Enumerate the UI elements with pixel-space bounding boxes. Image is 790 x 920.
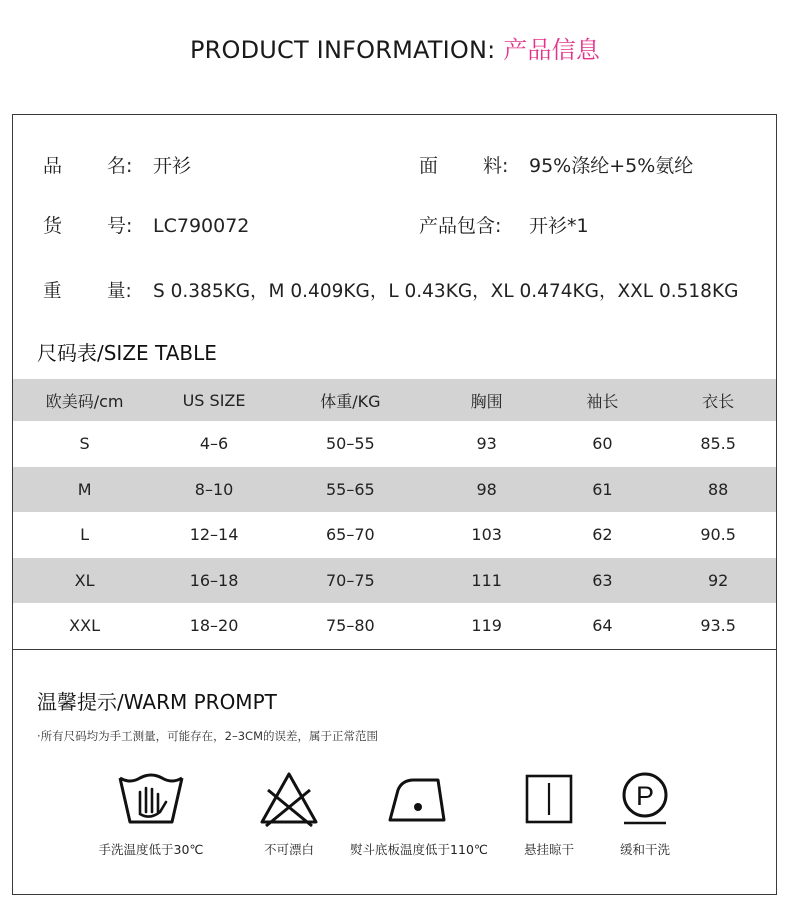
care-iron <box>345 770 493 858</box>
care-hang-dry-label: 悬挂晾干 <box>523 842 574 857</box>
measurement-note: ·所有尺码均为手工测量，可能存在，2–3CM的误差，属于正常范围 <box>37 729 378 743</box>
table-cell: 92 <box>707 570 729 590</box>
care-hand-wash-label: 手洗温度低于30℃ <box>98 842 204 857</box>
heading-en: PRODUCT INFORMATION: <box>189 36 496 64</box>
info-item-no-row <box>43 211 249 238</box>
table-cell: 55–65 <box>326 479 375 499</box>
care-no-bleach-label: 不可漂白 <box>263 842 314 857</box>
size-table <box>13 379 776 649</box>
table-cell: 93 <box>476 434 497 454</box>
table-cell: 12–14 <box>189 525 239 545</box>
table-row <box>13 421 776 467</box>
page-heading <box>0 30 790 65</box>
table-cell: 90.5 <box>700 525 736 545</box>
info-item-no-label-a: 货 <box>43 215 63 237</box>
info-weight-label-a: 重 <box>43 281 62 302</box>
column-header: 衣长 <box>702 391 735 411</box>
product-info-panel <box>12 114 777 895</box>
table-cell: 75–80 <box>326 616 375 636</box>
table-cell: S <box>79 434 90 454</box>
table-cell: 64 <box>592 616 613 636</box>
info-fabric-row <box>419 151 693 178</box>
table-cell: 65–70 <box>326 525 375 545</box>
care-dry-clean <box>595 770 695 858</box>
info-package-label: 产品包含: <box>419 215 502 237</box>
care-dry-clean-label: 缓和干洗 <box>619 842 670 857</box>
table-row <box>13 467 776 513</box>
info-name-label-b: 名: <box>107 155 133 177</box>
info-name-label-a: 品 <box>43 155 63 177</box>
table-cell: 8–10 <box>194 479 234 499</box>
column-header: US SIZE <box>182 390 246 410</box>
table-cell: XL <box>74 570 95 590</box>
column-header: 体重/KG <box>320 391 381 411</box>
table-cell: 61 <box>592 479 613 499</box>
table-cell: 4–6 <box>199 434 229 454</box>
table-cell: 63 <box>592 570 613 590</box>
heading-cn: 产品信息 <box>503 36 601 64</box>
table-cell: 88 <box>707 479 729 499</box>
table-cell: 60 <box>592 434 613 454</box>
hang-dry-icon <box>524 770 574 828</box>
table-cell: 50–55 <box>326 434 375 454</box>
table-cell: XXL <box>69 616 101 636</box>
table-cell: 16–18 <box>189 570 239 590</box>
dry-clean-p-icon <box>616 770 674 828</box>
table-cell: 70–75 <box>326 570 375 590</box>
table-cell: 119 <box>471 616 502 636</box>
care-no-bleach <box>237 770 341 858</box>
info-fabric-label-a: 面 <box>419 155 439 177</box>
iron-low-icon <box>384 770 454 828</box>
table-cell: 18–20 <box>189 616 239 636</box>
info-package-value: 开衫*1 <box>529 215 589 237</box>
table-cell: 85.5 <box>700 434 736 454</box>
column-header: 胸围 <box>470 391 503 411</box>
column-header: 欧美码/cm <box>45 391 124 411</box>
column-header: 袖长 <box>586 391 619 411</box>
info-item-no-label-b: 号: <box>107 215 133 237</box>
hand-wash-icon <box>116 770 186 828</box>
info-weight-value: S 0.385KG，M 0.409KG，L 0.43KG，XL 0.474KG，XXL 0.518KG <box>153 281 739 302</box>
info-fabric-value: 95%涤纶+5%氨纶 <box>529 155 694 177</box>
table-cell: 111 <box>471 570 502 590</box>
no-bleach-icon <box>258 770 320 828</box>
svg-text:P: P <box>635 781 655 811</box>
table-cell: 93.5 <box>700 616 736 636</box>
care-hand-wash <box>85 770 217 858</box>
warm-prompt-title: 温馨提示/WARM PROMPT <box>37 690 277 714</box>
table-cell: 62 <box>592 525 613 545</box>
info-item-no-value: LC790072 <box>153 215 250 237</box>
table-row <box>13 512 776 558</box>
size-table-title: 尺码表/SIZE TABLE <box>37 341 217 365</box>
section-divider <box>13 649 776 650</box>
care-hang-dry <box>499 770 599 858</box>
table-cell: L <box>80 525 90 545</box>
info-package-row <box>419 211 589 238</box>
info-name-value: 开衫 <box>153 155 192 177</box>
table-cell: M <box>77 479 92 499</box>
table-row <box>13 603 776 649</box>
table-cell: 103 <box>471 525 502 545</box>
info-weight-label-b: 量: <box>107 281 132 302</box>
info-weight-row <box>43 277 738 303</box>
table-cell: 98 <box>476 479 497 499</box>
info-name-row <box>43 151 191 178</box>
table-row <box>13 558 776 604</box>
info-fabric-label-b: 料: <box>483 155 509 177</box>
size-table-header <box>13 379 776 421</box>
care-iron-label: 熨斗底板温度低于110℃ <box>350 842 488 857</box>
